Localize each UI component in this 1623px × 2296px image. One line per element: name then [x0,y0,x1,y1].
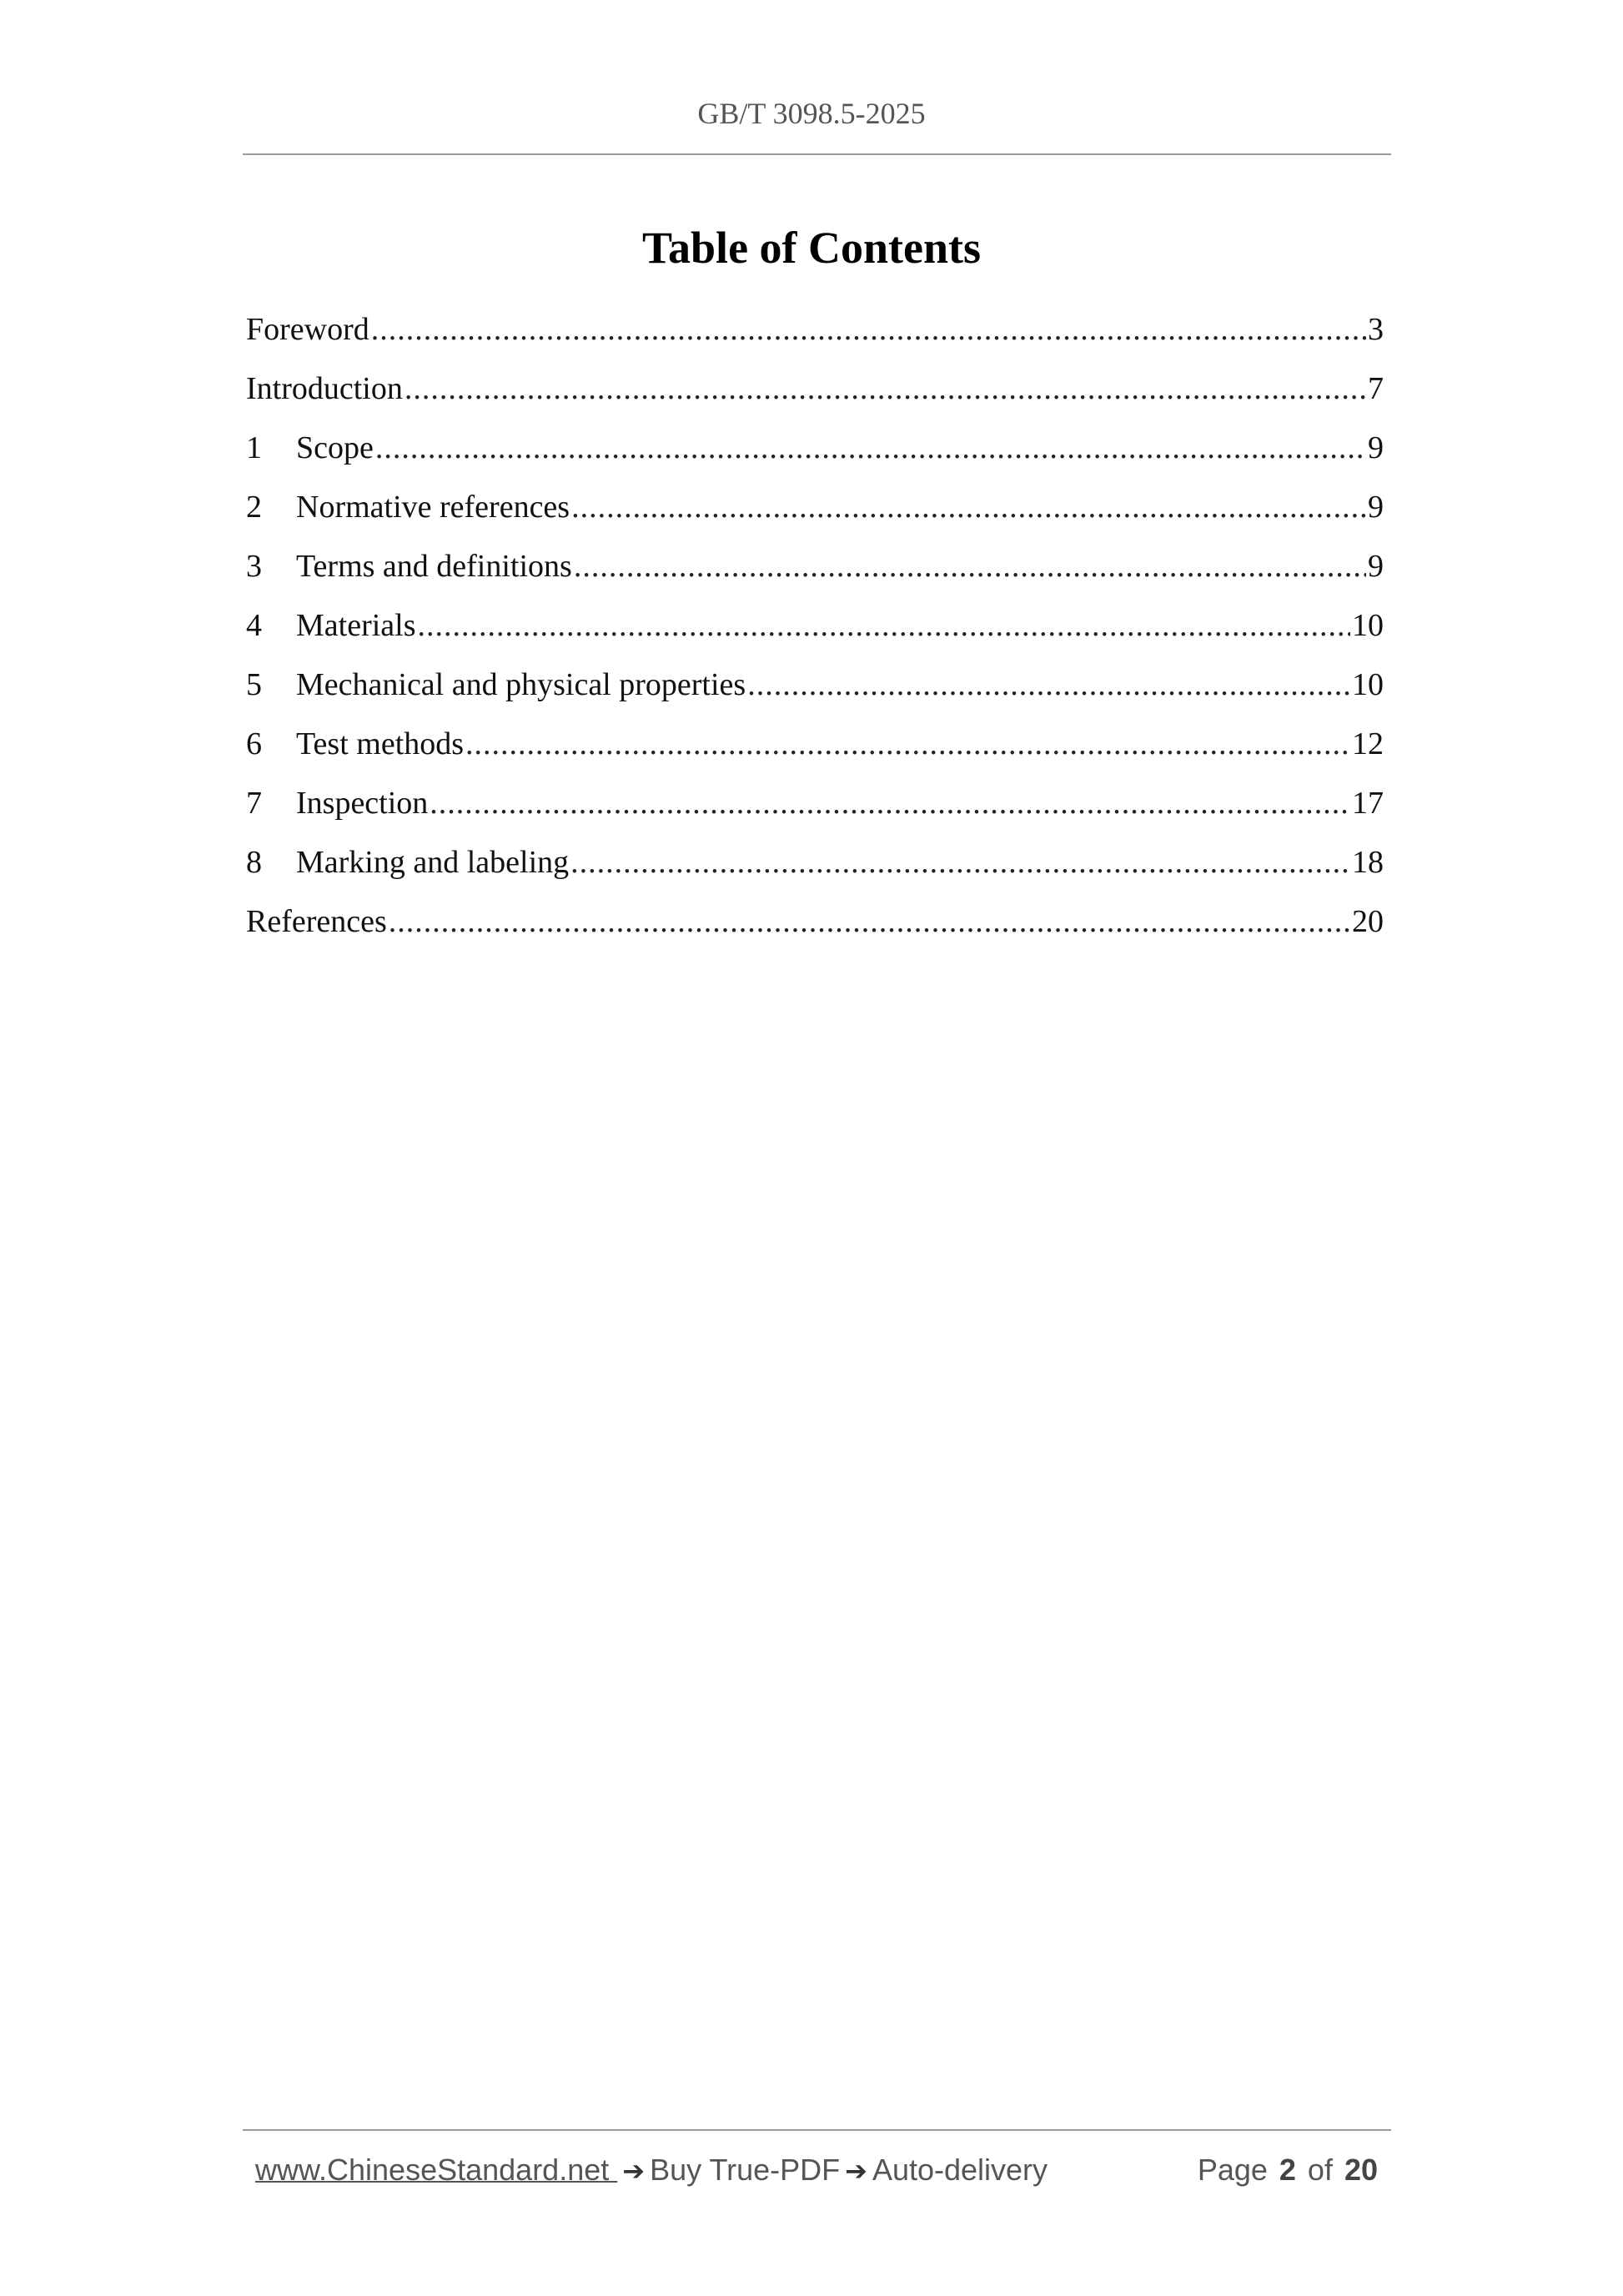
footer-divider [243,2129,1391,2131]
toc-entry-label: Normative references [296,490,570,525]
toc-entry-page: 18 [1352,845,1384,880]
page-word: Page [1197,2153,1268,2187]
toc-entry-label: Marking and labeling [296,845,570,880]
total-pages-number: 20 [1344,2153,1378,2187]
toc-entry-number: 3 [246,549,262,584]
toc-entry-page: 9 [1368,490,1384,525]
toc-entry-materials[interactable] [246,596,1384,656]
toc-entry-label: Test methods [296,726,465,761]
toc-entry-page: 20 [1352,904,1384,939]
toc-dot-leader [371,300,1366,359]
header-divider [243,153,1391,155]
toc-entry-page: 9 [1368,549,1384,584]
toc-entry-page: 10 [1352,667,1384,702]
toc-entry-marking-and-labeling[interactable] [246,833,1384,892]
current-page-number: 2 [1279,2153,1296,2187]
toc-entry-label: Foreword [246,312,369,347]
standard-code-header: GB/T 3098.5-2025 [697,97,926,130]
toc-entry-page: 12 [1352,726,1384,761]
toc-entry-scope[interactable] [246,419,1384,478]
toc-entry-number: 5 [246,667,262,702]
toc-entry-page: 10 [1352,608,1384,643]
auto-delivery-text: Auto-delivery [872,2153,1048,2187]
toc-entry-normative-references[interactable] [246,478,1384,537]
toc-entry-test-methods[interactable] [246,715,1384,774]
toc-entry-number: 8 [246,845,262,880]
toc-entry-number: 6 [246,726,262,761]
toc-entry-label: Scope [296,430,374,465]
toc-entry-label: Introduction [246,371,403,406]
toc-dot-leader [389,892,1350,952]
toc-dot-leader [430,774,1350,833]
toc-dot-leader [574,537,1366,596]
toc-entry-label: Terms and definitions [296,549,572,584]
toc-dot-leader [465,715,1350,774]
toc-entry-label: Mechanical and physical properties [296,667,746,702]
toc-entry-foreword[interactable] [246,300,1384,359]
toc-list [246,300,1384,952]
toc-entry-number: 4 [246,608,262,643]
toc-entry-page: 7 [1368,371,1384,406]
page-counter [1198,2148,1378,2192]
footer-promo [255,2148,1048,2193]
toc-entry-label: Inspection [296,786,429,821]
toc-entry-inspection[interactable] [246,774,1384,833]
toc-entry-label: References [246,904,387,939]
toc-dot-leader [418,596,1350,656]
toc-entry-label: Materials [296,608,416,643]
toc-entry-page: 17 [1352,786,1384,821]
toc-entry-number: 2 [246,490,262,525]
toc-entry-page: 3 [1368,312,1384,347]
toc-dot-leader [404,359,1366,419]
toc-dot-leader [570,833,1350,892]
toc-entry-number: 1 [246,430,262,465]
toc-dot-leader [571,478,1366,537]
buy-true-pdf-text: Buy True-PDF [650,2153,841,2187]
toc-entry-number: 7 [246,786,262,821]
toc-dot-leader [375,419,1366,478]
site-link[interactable]: www.ChineseStandard.net [255,2153,618,2187]
page-footer [255,2148,1378,2192]
toc-entry-mechanical-and-physical-properties[interactable] [246,656,1384,715]
right-arrow-icon: ➔ [845,2155,867,2187]
toc-entry-page: 9 [1368,430,1384,465]
of-word: of [1307,2153,1333,2187]
toc-entry-references[interactable] [246,892,1384,952]
toc-entry-terms-and-definitions[interactable] [246,537,1384,596]
toc-dot-leader [747,656,1350,715]
right-arrow-icon: ➔ [622,2155,646,2187]
toc-title: Table of Contents [641,223,982,273]
toc-entry-introduction[interactable] [246,359,1384,419]
